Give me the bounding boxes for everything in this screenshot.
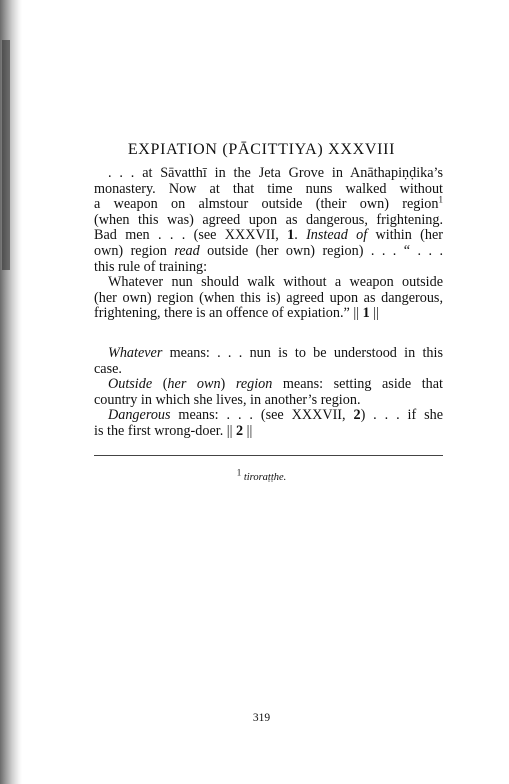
text-line: monastery. Now at that time nuns walked without [94,180,443,197]
text-line: this rule of training: [94,258,208,275]
text-run: || [369,305,379,322]
text-line [94,377,443,393]
text-run: a weapon on almstour outside (their own) region [94,196,439,213]
text-run: means: setting aside that [272,376,443,393]
text-run: Bad men . . . (see XXXVII, [94,227,288,244]
text-line [94,194,443,213]
footnote-divider [94,455,443,456]
italic-term: Whatever [108,345,163,361]
commentary-text-block [94,346,443,440]
bold-ref: 1 [287,227,295,244]
italic-term: Instead of [306,227,368,244]
text-line: (her own) region (when this is) agreed upon as dangerous, [94,289,443,306]
text-line: country in which she lives, in another’s region. [94,391,361,408]
text-run: . [294,227,307,244]
text-run: means: . . . nun is to be understood in this [162,345,443,361]
bold-ref: 2 [353,407,361,424]
text-line [94,346,443,362]
text-line [94,306,443,322]
text-run: within (her [367,227,443,244]
text-run: own) region [94,242,175,259]
text-run: means: . . . (see XXXVII, [170,407,354,424]
italic-term: Dangerous [108,407,171,424]
text-line: . . . at Sāvatthī in the Jeta Grove in Anāthapiṇḍika’s [108,165,443,181]
text-line: (when this was) agreed upon as dangerous, frightening. [94,211,443,228]
text-run: ( [152,376,168,393]
footnote-ref: 1 [438,194,443,205]
text-run: ) . . . if she [360,407,443,424]
italic-term: read [174,242,200,259]
italic-term: her own [167,376,221,393]
text-line: case. [94,360,122,377]
text-run: || [243,422,253,439]
text-line [94,408,443,424]
footnote-text: tiroraṭṭhe. [243,472,287,483]
italic-term: Outside [108,376,153,393]
text-line [94,228,443,244]
bold-ref: 2 [236,422,244,439]
text-run: frightening, there is an offence of expiation.” || [94,305,363,322]
text-line: Whatever nun should walk without a weapon outside [108,274,443,291]
bold-ref: 1 [362,305,370,322]
page-number: 319 [252,712,271,724]
page-gutter-shadow [0,0,22,784]
italic-term: region [235,376,273,393]
text-run: outside (her own) region) . . . “ . . . [199,242,443,259]
text-line [94,424,443,440]
chapter-heading: EXPIATION (PĀCITTIYA) XXXVIII [127,141,396,158]
text-line [94,244,443,260]
footnote-marker: 1 [236,467,242,478]
footnote [0,467,509,483]
main-text-block [94,166,443,322]
text-run: ) [220,376,236,393]
text-run: is the first wrong-doer. || [94,422,237,439]
